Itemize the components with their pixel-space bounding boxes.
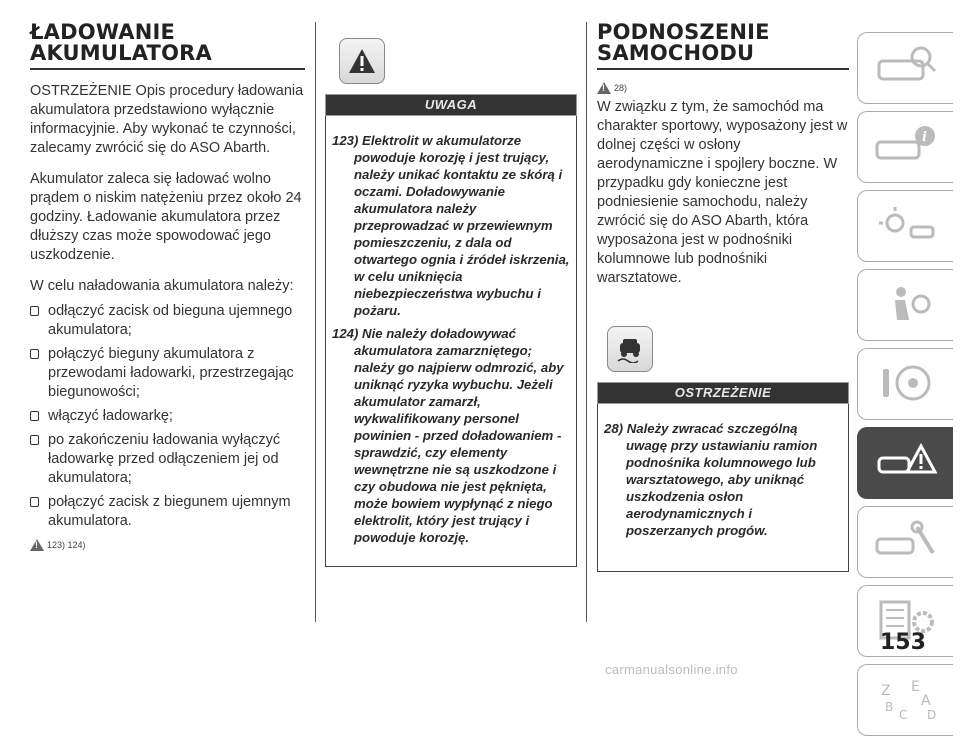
procedure-steps [30, 302, 305, 531]
caution-banner: UWAGA [325, 94, 577, 116]
list-item: odłączyć zacisk od bieguna ujemnego akumulatora; [30, 302, 305, 340]
checkbox-bullet-icon [30, 411, 39, 421]
tab-car-search[interactable] [857, 32, 953, 104]
column-divider [315, 22, 316, 622]
column-divider [586, 22, 587, 622]
tab-airbag-seat[interactable] [857, 269, 953, 341]
svg-text:E: E [910, 679, 920, 695]
page-number: 153 [880, 630, 926, 655]
exclamation-triangle-icon [339, 38, 385, 84]
checkbox-bullet-icon [30, 497, 39, 507]
tab-index[interactable] [857, 664, 953, 736]
alphabet-index-icon [871, 675, 941, 725]
list-item: połączyć zacisk z biegunem ujemnym akumulatora. [30, 493, 305, 531]
vehicle-lifting-section [597, 22, 849, 572]
svg-text:D: D [926, 708, 936, 722]
footnote-ref: ! 28) [597, 82, 849, 94]
tab-service[interactable] [857, 506, 953, 578]
tab-dashboard-lights[interactable] [857, 190, 953, 262]
tab-car-info[interactable] [857, 111, 953, 183]
svg-text:Z: Z [880, 683, 891, 699]
svg-text:C: C [898, 708, 907, 722]
list-item: włączyć ładowarkę; [30, 407, 305, 426]
footnote-refs: ! 123) 124) [30, 539, 305, 551]
battery-charging-section [30, 22, 305, 551]
procedure-intro: W celu naładowania akumulatora należy: [30, 278, 294, 294]
caution-frame [325, 116, 577, 567]
car-info-icon [871, 122, 941, 172]
caution-box [325, 22, 577, 567]
dashboard-lights-icon [871, 201, 941, 251]
checkbox-bullet-icon [30, 306, 39, 316]
charging-paragraph: Akumulator zaleca się ładować wolno prądem o niskim natężeniu przez około 24 godziny. Ładowanie akumulatora przez dłuższy czas może spowodować jego uszkodzenie. [30, 171, 302, 263]
svg-text:B: B [884, 700, 893, 714]
warning-frame [597, 404, 849, 572]
checkbox-bullet-icon [30, 349, 39, 359]
breakdown-car-icon [871, 438, 941, 488]
title-line-1: ŁADOWANIE [30, 20, 176, 44]
lifting-paragraph: W związku z tym, że samochód ma charakter sportowy, wyposażony jest w dolnej części w osłony aerodynamiczne i spojlery boczne. W przypadku gdy konieczne jest podniesienie samochodu, należy zwrócić się do ASO Abarth, która wyposażona jest w podnośniki kolumnowe lub podnośniki warsztatowe. [597, 99, 848, 286]
list-item: po zakończeniu ładowania wyłączyć ładowarkę przed odłączeniem jej od akumulatora; [30, 431, 305, 488]
section-title [597, 22, 849, 70]
steering-key-icon [871, 359, 941, 409]
service-wrench-icon [871, 517, 941, 567]
watermark-text: carmanualsonline.info [605, 662, 738, 677]
title-line-1: PODNOSZENIE [597, 20, 770, 44]
tab-breakdown[interactable] [857, 427, 953, 499]
title-line-2: SAMOCHODU [597, 41, 755, 65]
title-line-2: AKUMULATORA [30, 41, 212, 65]
car-skid-icon [607, 326, 653, 372]
svg-text:i: i [921, 130, 927, 145]
caution-item: 124) Nie należy doładowywać akumulatora zamarzniętego; należy go najpierw odmrozić, aby uniknąć ryzyka wybuchu. Jeżeli akumulator zamarzł, wykwalifikowany personel powinien - przed doładowaniem - sprawdzić, czy elementy wewnętrzne nie są uszkodzone i czy obudowa nie jest pęknięta, może bowiem wypłynąć z niego elektrolit, który jest trujący i powoduje korozję. [332, 326, 564, 545]
warning-banner: OSTRZEŻENIE [597, 382, 849, 404]
svg-text:A: A [920, 693, 931, 709]
airbag-seat-icon [871, 280, 941, 330]
checkbox-bullet-icon [30, 435, 39, 445]
warning-triangle-icon [30, 539, 44, 551]
list-item: połączyć bieguny akumulatora z przewodami ładowarki, przestrzegając biegunowości; [30, 345, 305, 402]
car-search-icon [871, 43, 941, 93]
warning-paragraph: OSTRZEŻENIE Opis procedury ładowania akumulatora przedstawiono wyłącznie informacyjnie. Aby wykonać te czynności, zalecamy zwrócić się do ASO Abarth. [30, 83, 304, 156]
tab-steering-key[interactable] [857, 348, 953, 420]
warning-triangle-icon [597, 82, 611, 94]
caution-item: 123) Elektrolit w akumulatorze powoduje korozję i jest trujący, należy unikać kontaktu ze skórą i oczami. Doładowywanie akumulatora należy przeprowadzać w przewiewnym pomieszczeniu, z dala od otwartego ognia i źródeł iskrzenia, w celu uniknięcia niebezpieczeństwa wybuchu i pożaru. [332, 133, 570, 318]
warning-item: 28) Należy zwracać szczególną uwagę przy ustawianiu ramion podnośnika kolumnowego lub warsztatowego, aby uniknąć uszkodzenia osłon aerodynamicznych i poszerzanych progów. [604, 421, 818, 538]
section-title [30, 22, 305, 70]
